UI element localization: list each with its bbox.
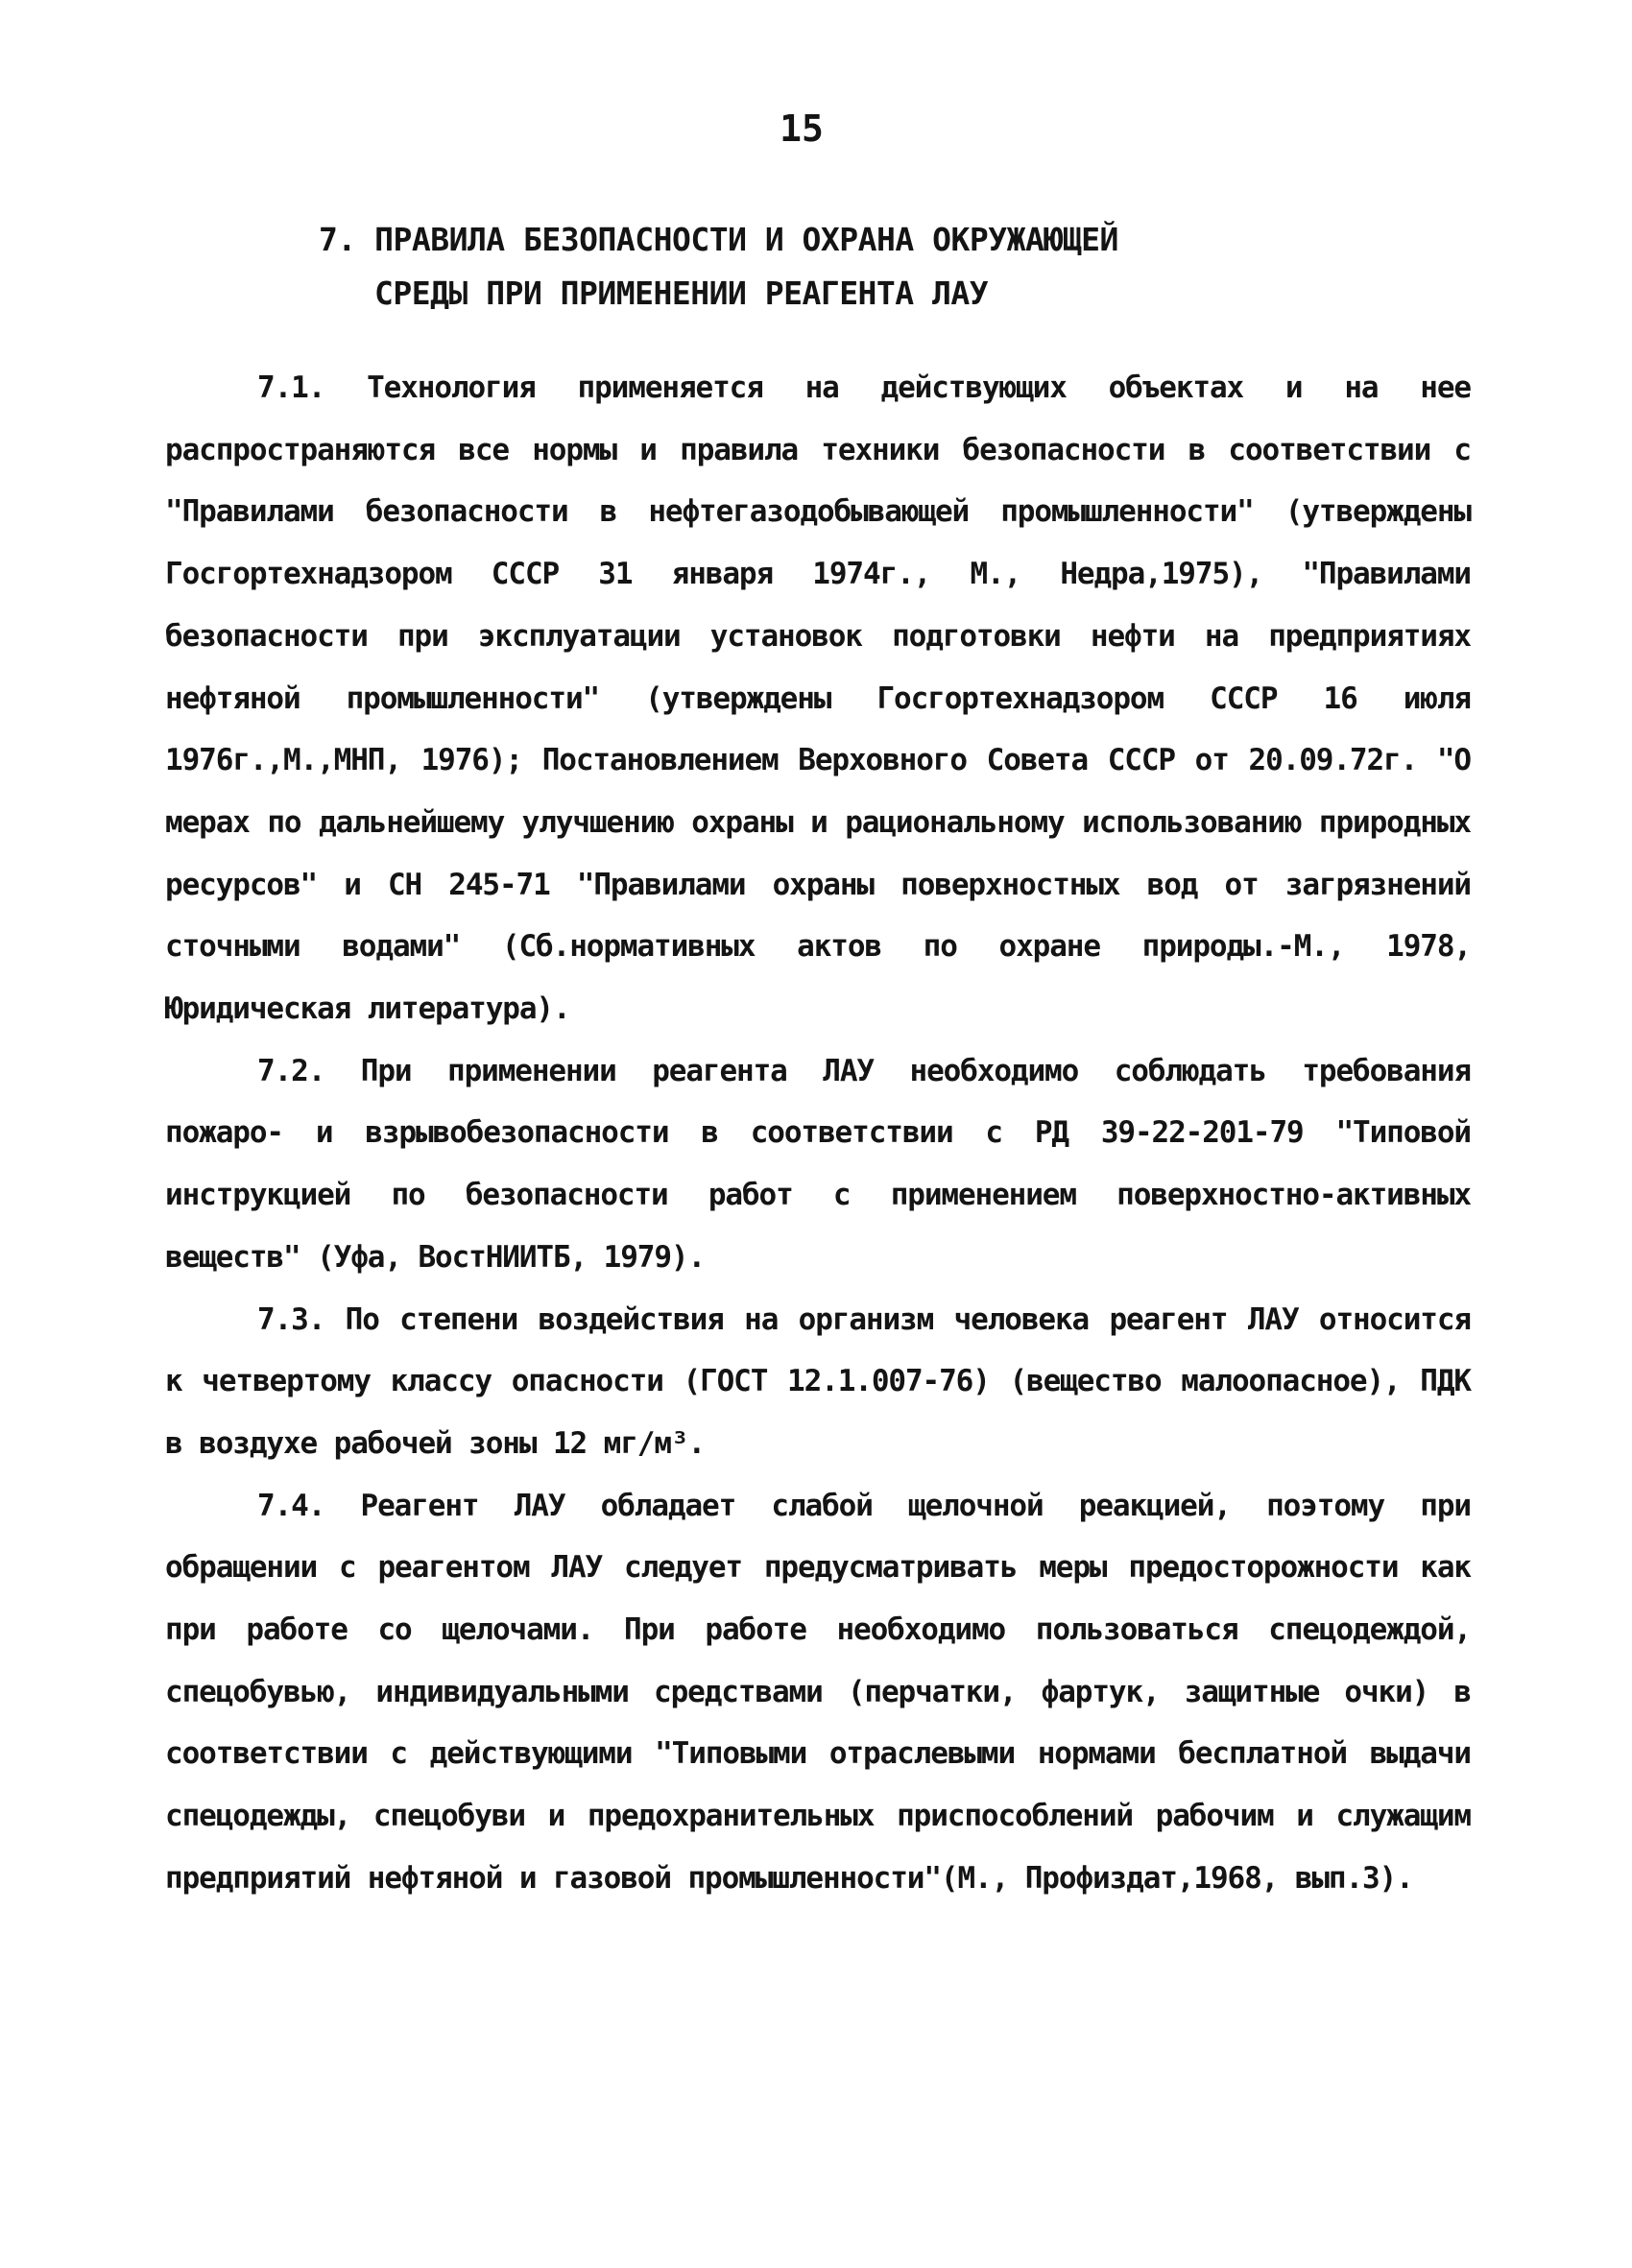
section-heading-line-1: 7. ПРАВИЛА БЕЗОПАСНОСТИ И ОХРАНА ОКРУЖАЮЩЕЙ: [319, 221, 1118, 258]
page-number: 15: [780, 107, 824, 150]
paragraph-7-4: 7.4. Реагент ЛАУ обладает слабой щелочной реакцией, поэтому при обращении с реагентом ЛАУ следует предусматривать меры предосторожности как при работе со щелочами. При работе необходимо пользоваться спецодеждой, спецобувью, индивидуальными средствами (перчатки, фартук, защитные очки) в соответствии с действующими "Типовыми отраслевыми нормами бесплатной выдачи спецодежды, спецобуви и предохранительных приспособлений рабочим и служащим предприятий нефтяной и газовой промышленности"(М., Профиздат,1968, вып.3).: [165, 1488, 1471, 1896]
section-heading: [288, 213, 1248, 321]
section-body: [165, 357, 1471, 1910]
paragraph-7-1: 7.1. Технология применяется на действующих объектах и на нее распространяются все нормы и правила техники безопасности в соответствии с "Правилами безопасности в нефтегазодобывающей промышленности" (утверждены Госгортехнадзором СССР 31 января 1974г., М., Недра,1975), "Правилами безопасности при эксплуатации установок подготовки нефти на предприятиях нефтяной промышленности" (утверждены Госгортехнадзором СССР 16 июля 1976г.,М.,МНП, 1976); Постановлением Верховного Совета СССР от 20.09.72г. "О мерах по дальнейшему улучшению охраны и рациональному использованию природных ресурсов" и СН 245-71 "Правилами охраны поверхностных вод от загрязнений сточными водами" (Сб.нормативных актов по охране природы.-М., 1978, Юридическая литература).: [165, 370, 1471, 1027]
section-heading-line-2: СРЕДЫ ПРИ ПРИМЕНЕНИИ РЕАГЕНТА ЛАУ: [374, 275, 989, 312]
paragraph-7-2: 7.2. При применении реагента ЛАУ необходимо соблюдать требования пожаро- и взрывобезопасности в соответствии с РД 39-22-201-79 "Типовой инструкцией по безопасности работ с применением поверхностно-активных веществ" (Уфа, ВостНИИТБ, 1979).: [165, 1053, 1471, 1275]
paragraph-7-3: 7.3. По степени воздействия на организм человека реагент ЛАУ относится к четвертому классу опасности (ГОСТ 12.1.007-76) (вещество малоопасное), ПДК в воздухе рабочей зоны 12 мг/м³.: [165, 1301, 1471, 1461]
